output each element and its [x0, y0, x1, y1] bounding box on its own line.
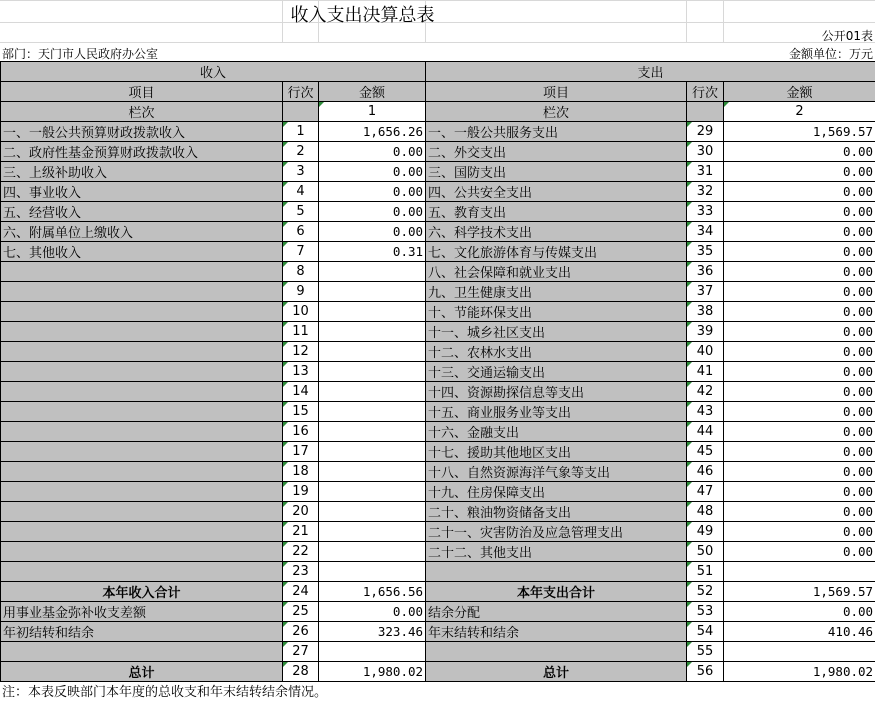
income-amount-cell[interactable]: 323.46: [319, 622, 426, 642]
income-item-cell: [1, 462, 283, 482]
expense-item-cell: [426, 562, 687, 582]
table-row: [1, 602, 875, 622]
income-amount-cell[interactable]: [319, 262, 426, 282]
income-column-index-label: 栏次: [1, 102, 283, 122]
expense-item-cell: 十四、资源勘探信息等支出: [426, 382, 687, 402]
expense-amount-cell[interactable]: 0.00: [724, 462, 875, 482]
income-amount-cell[interactable]: [319, 522, 426, 542]
expense-item-cell: [426, 642, 687, 662]
expense-item-cell: 十八、自然资源海洋气象等支出: [426, 462, 687, 482]
income-item-cell: 用事业基金弥补收支差额: [1, 602, 283, 622]
expense-line-cell: 51: [687, 562, 724, 582]
expense-line-cell: 40: [687, 342, 724, 362]
income-line-cell: 10: [283, 302, 319, 322]
expense-item-cell: 总计: [426, 662, 687, 682]
column-header-row: [1, 82, 875, 102]
table-row: [1, 502, 875, 522]
expense-amount-cell[interactable]: 0.00: [724, 242, 875, 262]
income-amount-cell[interactable]: [319, 322, 426, 342]
income-item-cell: [1, 422, 283, 442]
income-line-cell: 17: [283, 442, 319, 462]
table-row: [1, 322, 875, 342]
income-amount-cell[interactable]: [319, 462, 426, 482]
income-amount-cell[interactable]: [319, 402, 426, 422]
expense-item-cell: 二、外交支出: [426, 142, 687, 162]
expense-amount-cell[interactable]: 0.00: [724, 302, 875, 322]
expense-line-cell: 39: [687, 322, 724, 342]
income-line-cell: 21: [283, 522, 319, 542]
income-item-cell: [1, 342, 283, 362]
income-line-cell: 24: [283, 582, 319, 602]
income-amount-cell[interactable]: 0.00: [319, 602, 426, 622]
table-row: [1, 462, 875, 482]
income-amount-cell[interactable]: 0.31: [319, 242, 426, 262]
expense-item-cell: 十二、农林水支出: [426, 342, 687, 362]
table-row: [1, 222, 875, 242]
expense-item-cell: 十一、城乡社区支出: [426, 322, 687, 342]
income-line-cell: 14: [283, 382, 319, 402]
income-amount-cell[interactable]: 1,656.56: [319, 582, 426, 602]
expense-amount-cell[interactable]: 0.00: [724, 182, 875, 202]
expense-amount-cell[interactable]: 0.00: [724, 442, 875, 462]
income-line-cell: 28: [283, 662, 319, 682]
income-line-cell: 11: [283, 322, 319, 342]
table-row: [1, 302, 875, 322]
income-line-cell: 18: [283, 462, 319, 482]
table-row: [1, 262, 875, 282]
expense-item-cell: 本年支出合计: [426, 582, 687, 602]
income-column-index-blank: [283, 102, 319, 122]
expense-line-cell: 55: [687, 642, 724, 662]
income-item-cell: [1, 562, 283, 582]
expense-amount-cell[interactable]: [724, 562, 875, 582]
income-line-header: 行次: [283, 82, 319, 102]
table-row: [1, 202, 875, 222]
income-amount-cell[interactable]: [319, 302, 426, 322]
income-item-cell: 二、政府性基金预算财政拨款收入: [1, 142, 283, 162]
expense-line-cell: 44: [687, 422, 724, 442]
expense-amount-cell[interactable]: 1,980.02: [724, 662, 875, 682]
income-amount-cell[interactable]: [319, 562, 426, 582]
income-line-cell: 19: [283, 482, 319, 502]
table-row: [1, 402, 875, 422]
income-amount-cell[interactable]: 0.00: [319, 142, 426, 162]
income-item-cell: 年初结转和结余: [1, 622, 283, 642]
income-line-cell: 27: [283, 642, 319, 662]
expense-line-cell: 37: [687, 282, 724, 302]
income-line-cell: 16: [283, 422, 319, 442]
expense-item-cell: 六、科学技术支出: [426, 222, 687, 242]
expense-line-cell: 30: [687, 142, 724, 162]
income-line-cell: 20: [283, 502, 319, 522]
income-amount-cell[interactable]: [319, 342, 426, 362]
expense-item-cell: 二十、粮油物资储备支出: [426, 502, 687, 522]
expense-amount-cell[interactable]: 1,569.57: [724, 582, 875, 602]
expense-amount-cell[interactable]: 0.00: [724, 322, 875, 342]
income-item-cell: [1, 482, 283, 502]
expense-column-index-blank: [687, 102, 724, 122]
expense-item-cell: 八、社会保障和就业支出: [426, 262, 687, 282]
income-line-cell: 25: [283, 602, 319, 622]
expense-item-cell: 四、公共安全支出: [426, 182, 687, 202]
table-row: [1, 142, 875, 162]
table-row: [1, 362, 875, 382]
income-item-cell: [1, 282, 283, 302]
income-item-cell: 六、附属单位上缴收入: [1, 222, 283, 242]
income-item-cell: [1, 442, 283, 462]
income-amount-cell[interactable]: [319, 502, 426, 522]
income-amount-cell[interactable]: [319, 422, 426, 442]
expense-amount-cell[interactable]: [724, 642, 875, 662]
income-line-cell: 6: [283, 222, 319, 242]
income-line-cell: 9: [283, 282, 319, 302]
expense-line-cell: 48: [687, 502, 724, 522]
expense-line-cell: 35: [687, 242, 724, 262]
expense-amount-cell[interactable]: 0.00: [724, 342, 875, 362]
income-column-index: 1: [319, 102, 426, 122]
expense-amount-cell[interactable]: 0.00: [724, 402, 875, 422]
income-line-cell: 1: [283, 122, 319, 142]
income-item-cell: [1, 542, 283, 562]
income-item-cell: [1, 502, 283, 522]
income-amount-cell[interactable]: [319, 442, 426, 462]
income-item-cell: 一、一般公共预算财政拨款收入: [1, 122, 283, 142]
table-row: [1, 382, 875, 402]
department-label: 部门：天门市人民政府办公室: [2, 47, 159, 61]
expense-item-cell: 结余分配: [426, 602, 687, 622]
income-expense-table: [0, 61, 875, 682]
income-amount-cell[interactable]: 0.00: [319, 202, 426, 222]
expense-section-header: 支出: [426, 62, 875, 82]
expense-line-header: 行次: [687, 82, 724, 102]
expense-column-index-label: 栏次: [426, 102, 687, 122]
income-amount-cell[interactable]: [319, 382, 426, 402]
income-item-cell: [1, 322, 283, 342]
expense-item-cell: 十、节能环保支出: [426, 302, 687, 322]
year-total-row: [1, 582, 875, 602]
table-row: [1, 542, 875, 562]
table-row: [1, 562, 875, 582]
gridline: [0, 42, 875, 43]
expense-item-cell: 年末结转和结余: [426, 622, 687, 642]
footnote: 注：本表反映部门本年度的总收支和年末结转结余情况。: [2, 685, 328, 700]
expense-amount-cell[interactable]: 0.00: [724, 202, 875, 222]
form-number: 公开01表: [821, 29, 873, 43]
income-amount-cell[interactable]: 0.00: [319, 182, 426, 202]
table-row: [1, 442, 875, 462]
income-section-header: 收入: [1, 62, 426, 82]
expense-column-index: 2: [724, 102, 875, 122]
income-item-cell: [1, 402, 283, 422]
expense-amount-cell[interactable]: 410.46: [724, 622, 875, 642]
income-amount-header: 金额: [319, 82, 426, 102]
income-line-cell: 22: [283, 542, 319, 562]
table-row: [1, 422, 875, 442]
income-amount-cell[interactable]: [319, 542, 426, 562]
income-item-cell: [1, 362, 283, 382]
income-amount-cell[interactable]: 0.00: [319, 162, 426, 182]
table-row: [1, 162, 875, 182]
income-line-cell: 4: [283, 182, 319, 202]
income-amount-cell[interactable]: [319, 362, 426, 382]
expense-line-cell: 53: [687, 602, 724, 622]
income-item-cell: [1, 262, 283, 282]
expense-amount-cell[interactable]: 0.00: [724, 382, 875, 402]
expense-item-cell: 十七、援助其他地区支出: [426, 442, 687, 462]
expense-line-cell: 29: [687, 122, 724, 142]
expense-amount-cell[interactable]: 0.00: [724, 502, 875, 522]
income-line-cell: 26: [283, 622, 319, 642]
expense-amount-cell[interactable]: 0.00: [724, 162, 875, 182]
expense-line-cell: 45: [687, 442, 724, 462]
expense-item-header: 项目: [426, 82, 687, 102]
table-row: [1, 122, 875, 142]
expense-line-cell: 41: [687, 362, 724, 382]
expense-item-cell: 二十二、其他支出: [426, 542, 687, 562]
expense-line-cell: 47: [687, 482, 724, 502]
report-title: 收入支出决算总表: [290, 5, 435, 26]
expense-amount-cell[interactable]: 0.00: [724, 222, 875, 242]
income-line-cell: 7: [283, 242, 319, 262]
expense-line-cell: 46: [687, 462, 724, 482]
income-item-cell: 本年收入合计: [1, 582, 283, 602]
expense-item-cell: 三、国防支出: [426, 162, 687, 182]
income-amount-cell[interactable]: 0.00: [319, 222, 426, 242]
income-item-cell: [1, 382, 283, 402]
income-line-cell: 5: [283, 202, 319, 222]
expense-amount-cell[interactable]: 0.00: [724, 282, 875, 302]
expense-item-cell: 十九、住房保障支出: [426, 482, 687, 502]
expense-item-cell: 五、教育支出: [426, 202, 687, 222]
income-line-cell: 2: [283, 142, 319, 162]
table-row: [1, 622, 875, 642]
expense-line-cell: 36: [687, 262, 724, 282]
expense-item-cell: 一、一般公共服务支出: [426, 122, 687, 142]
table-row: [1, 342, 875, 362]
expense-line-cell: 52: [687, 582, 724, 602]
expense-amount-cell[interactable]: 0.00: [724, 142, 875, 162]
expense-item-cell: 九、卫生健康支出: [426, 282, 687, 302]
column-index-row: [1, 102, 875, 122]
table-row: [1, 242, 875, 262]
expense-line-cell: 32: [687, 182, 724, 202]
income-line-cell: 13: [283, 362, 319, 382]
grand-total-row: [1, 662, 875, 682]
income-amount-cell[interactable]: 1,980.02: [319, 662, 426, 682]
income-amount-cell[interactable]: 1,656.26: [319, 122, 426, 142]
expense-line-cell: 43: [687, 402, 724, 422]
income-item-cell: [1, 302, 283, 322]
income-item-cell: 七、其他收入: [1, 242, 283, 262]
income-item-header: 项目: [1, 82, 283, 102]
table-row: [1, 282, 875, 302]
expense-amount-cell[interactable]: 0.00: [724, 522, 875, 542]
section-header-row: [1, 62, 875, 82]
expense-line-cell: 54: [687, 622, 724, 642]
expense-line-cell: 42: [687, 382, 724, 402]
income-amount-cell[interactable]: [319, 482, 426, 502]
income-amount-cell[interactable]: [319, 282, 426, 302]
expense-item-cell: 二十一、灾害防治及应急管理支出: [426, 522, 687, 542]
expense-amount-cell[interactable]: 0.00: [724, 482, 875, 502]
income-item-cell: [1, 522, 283, 542]
expense-item-cell: 七、文化旅游体育与传媒支出: [426, 242, 687, 262]
table-row: [1, 522, 875, 542]
expense-amount-cell[interactable]: 0.00: [724, 262, 875, 282]
income-line-cell: 23: [283, 562, 319, 582]
expense-line-cell: 56: [687, 662, 724, 682]
expense-item-cell: 十五、商业服务业等支出: [426, 402, 687, 422]
income-item-cell: 四、事业收入: [1, 182, 283, 202]
expense-amount-cell[interactable]: 0.00: [724, 602, 875, 622]
table-row: [1, 642, 875, 662]
income-line-cell: 15: [283, 402, 319, 422]
expense-amount-header: 金额: [724, 82, 875, 102]
income-line-cell: 8: [283, 262, 319, 282]
expense-line-cell: 33: [687, 202, 724, 222]
expense-amount-cell[interactable]: 0.00: [724, 422, 875, 442]
income-item-cell: [1, 642, 283, 662]
income-item-cell: 五、经营收入: [1, 202, 283, 222]
expense-line-cell: 34: [687, 222, 724, 242]
income-item-cell: 三、上级补助收入: [1, 162, 283, 182]
income-line-cell: 3: [283, 162, 319, 182]
expense-amount-cell[interactable]: 0.00: [724, 542, 875, 562]
income-item-cell: 总计: [1, 662, 283, 682]
income-line-cell: 12: [283, 342, 319, 362]
expense-line-cell: 50: [687, 542, 724, 562]
expense-item-cell: 十六、金融支出: [426, 422, 687, 442]
expense-item-cell: 十三、交通运输支出: [426, 362, 687, 382]
expense-line-cell: 49: [687, 522, 724, 542]
unit-label: 金额单位：万元: [788, 47, 873, 61]
expense-amount-cell[interactable]: 1,569.57: [724, 122, 875, 142]
table-row: [1, 482, 875, 502]
expense-line-cell: 31: [687, 162, 724, 182]
expense-line-cell: 38: [687, 302, 724, 322]
expense-amount-cell[interactable]: 0.00: [724, 362, 875, 382]
income-amount-cell[interactable]: [319, 642, 426, 662]
table-row: [1, 182, 875, 202]
